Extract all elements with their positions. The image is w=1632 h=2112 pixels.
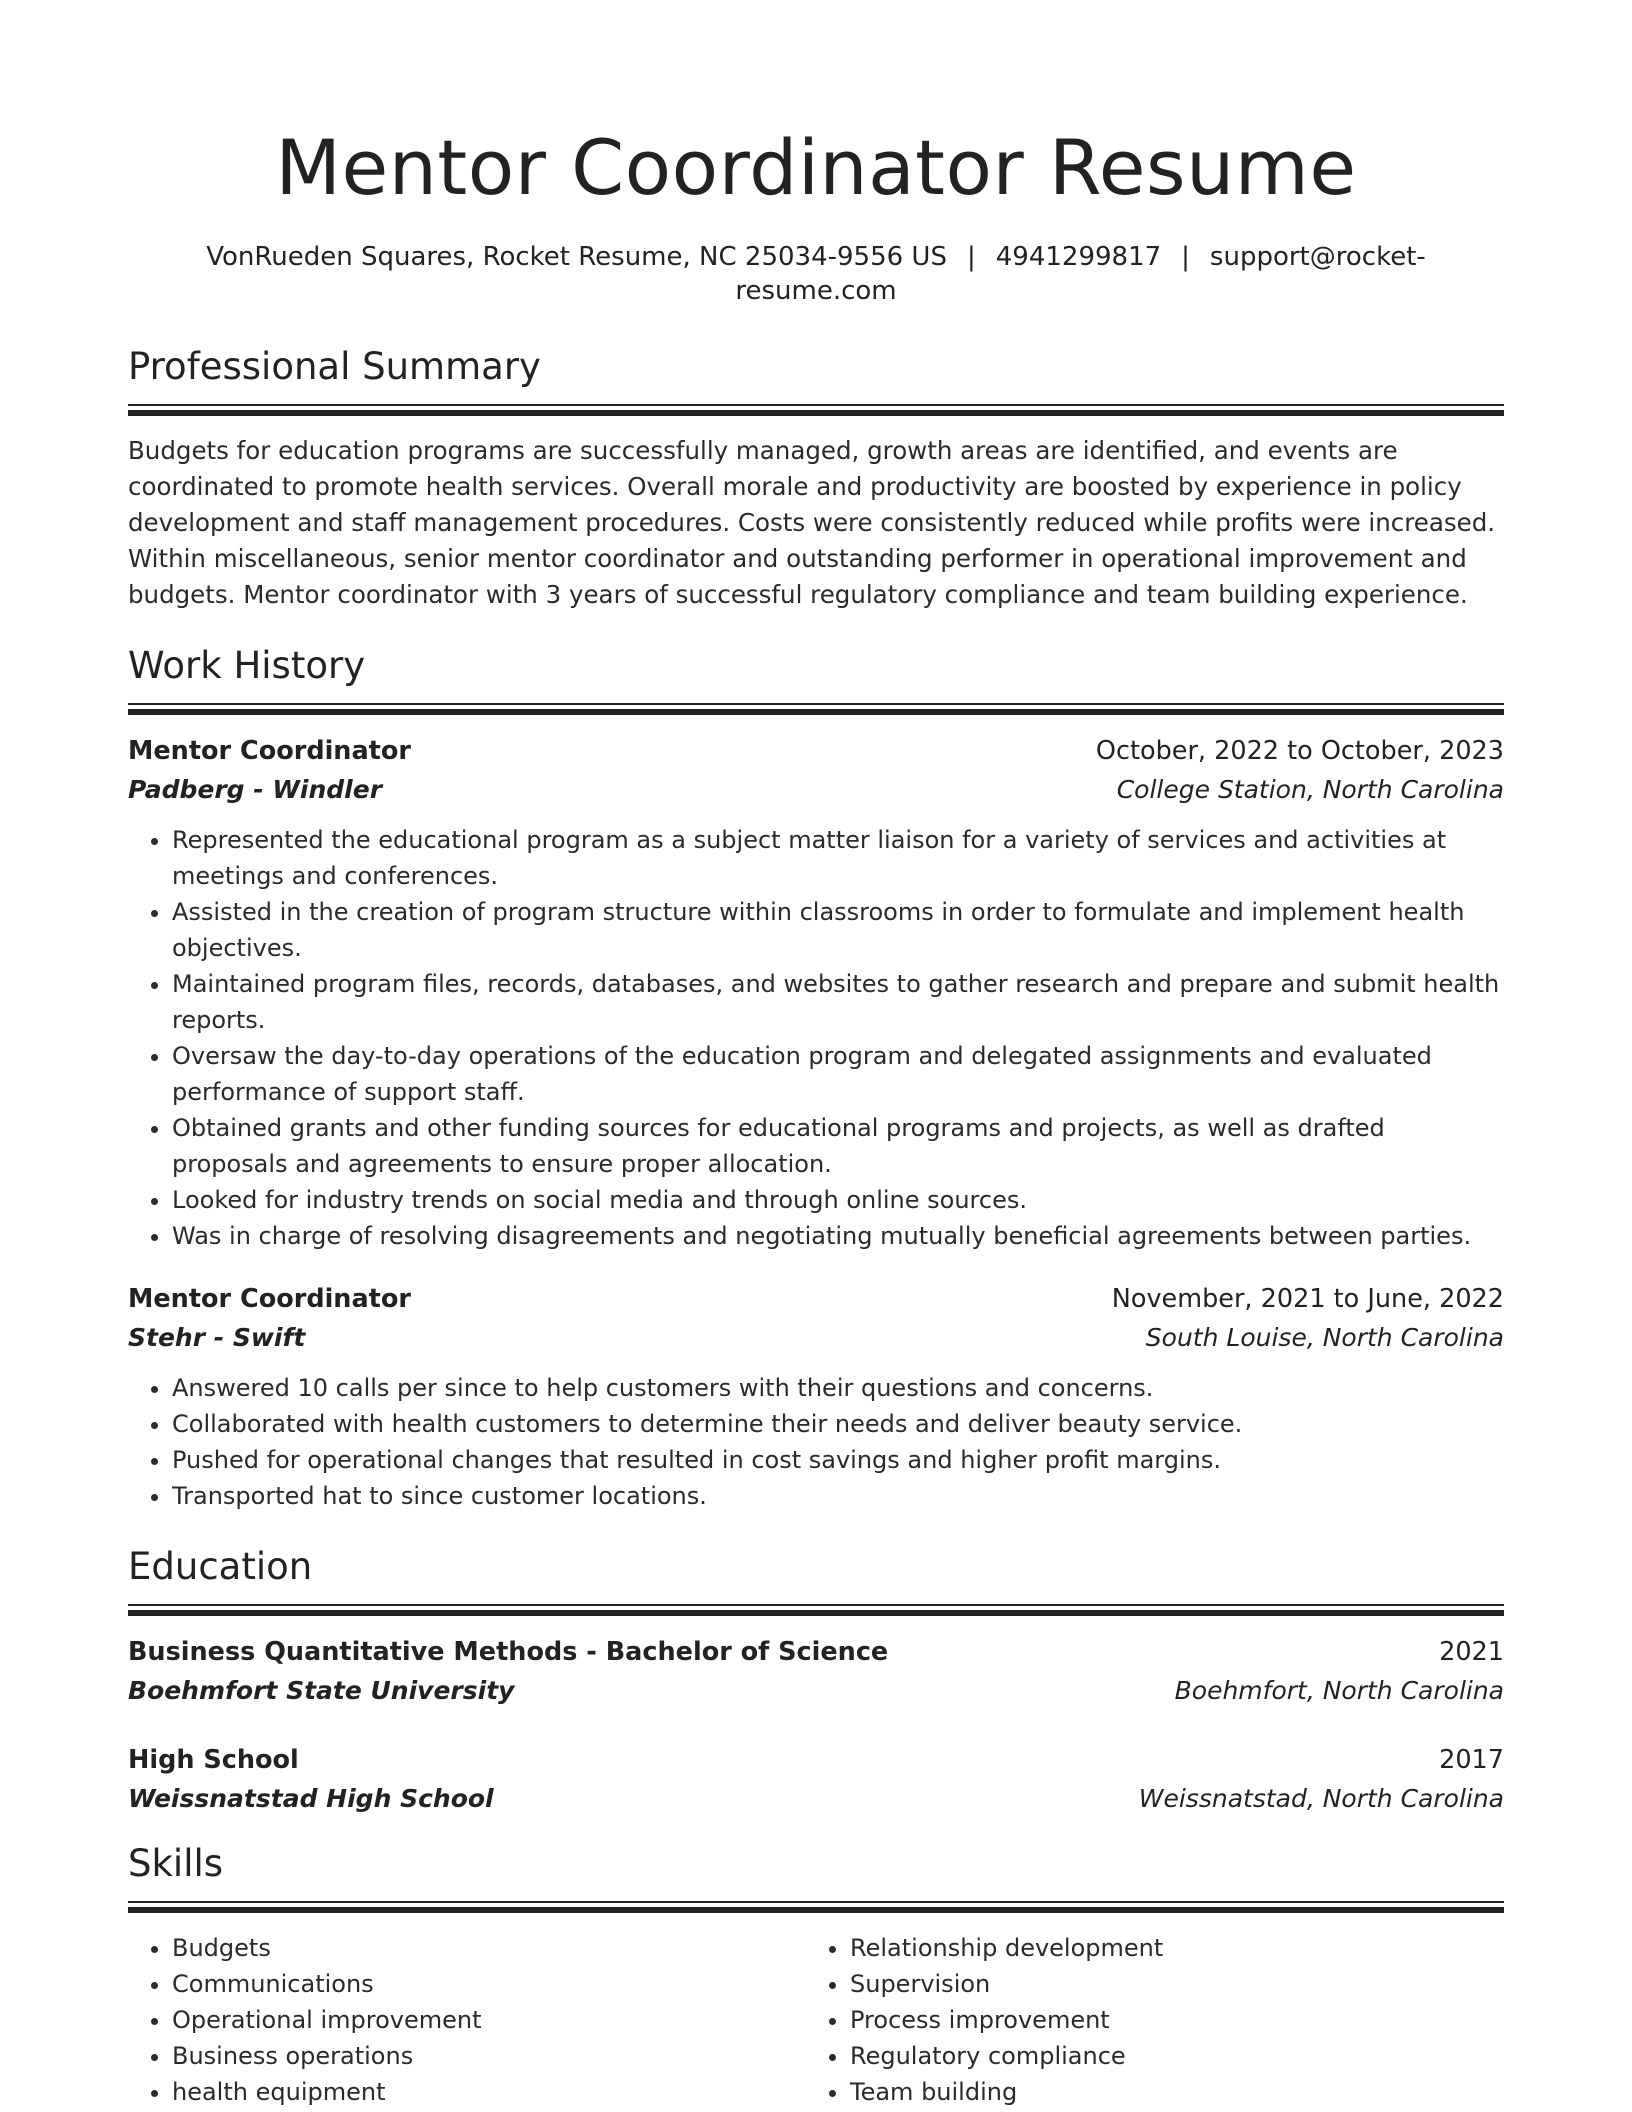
contact-line (128, 240, 1504, 308)
degree-name: High School (128, 1745, 299, 1775)
job-entry (128, 732, 1504, 1254)
section-divider (128, 703, 1504, 718)
company-name: Padberg - Windler (128, 775, 383, 804)
section-divider (128, 1901, 1504, 1916)
job-entry (128, 1280, 1504, 1514)
skill-item: • Relationship development (850, 1930, 1484, 1966)
list-item: • Assisted in the creation of program structure within classrooms in order to formulate and implement health objectives. (172, 894, 1504, 966)
summary-text: Budgets for education programs are successfully managed, growth areas are identified, and events are coordinated to promote health services. Overall morale and productivity are boosted by experience in policy development and staff management procedures. Costs were consistently reduced while profits were increased. Within miscellaneous, senior mentor coordinator and outstanding performer in operational improvement and budgets. Mentor coordinator with 3 years of successful regulatory compliance and team building experience. (128, 436, 1496, 609)
work-history-heading: Work History (128, 644, 366, 687)
list-item: • Transported hat to since customer locations. (172, 1478, 1504, 1514)
school-location: Boehmfort, North Carolina (1174, 1676, 1504, 1705)
skills-heading: Skills (128, 1842, 224, 1885)
education-entry (128, 1633, 1504, 1711)
skill-item: • Budgets (172, 1930, 806, 1966)
resume-title: Mentor Coordinator Resume (275, 123, 1357, 212)
work-history-section (128, 641, 1504, 1514)
job-location: South Louise, North Carolina (1145, 1323, 1504, 1352)
skill-item: • Team building (850, 2074, 1484, 2110)
job-bullets (128, 822, 1504, 1254)
contact-separator: | (966, 242, 976, 272)
graduation-year: 2017 (1439, 1745, 1504, 1775)
list-item: • Represented the educational program as a subject matter liaison for a variety of services and activities at meetings and conferences. (172, 822, 1504, 894)
education-entry (128, 1741, 1504, 1819)
list-item: • Answered 10 calls per since to help customers with their questions and concerns. (172, 1370, 1504, 1406)
list-item: • Pushed for operational changes that resulted in cost savings and higher profit margins. (172, 1442, 1504, 1478)
job-dates: October, 2022 to October, 2023 (1095, 736, 1504, 766)
school-name: Weissnatstad High School (128, 1784, 494, 1813)
education-section (128, 1542, 1504, 1819)
list-item: • Looked for industry trends on social media and through online sources. (172, 1182, 1504, 1218)
skill-item: • health equipment (172, 2074, 806, 2110)
contact-address: VonRueden Squares, Rocket Resume, NC 25034-9556 US (206, 242, 947, 272)
job-bullets (128, 1370, 1504, 1514)
job-dates: November, 2021 to June, 2022 (1111, 1284, 1504, 1314)
skills-list-right (806, 1930, 1484, 2110)
list-item: • Was in charge of resolving disagreements and negotiating mutually beneficial agreements between parties. (172, 1218, 1504, 1254)
skill-item: • Regulatory compliance (850, 2038, 1484, 2074)
summary-heading: Professional Summary (128, 345, 541, 388)
list-item: • Obtained grants and other funding sources for educational programs and projects, as well as drafted proposals and agreements to ensure proper allocation. (172, 1110, 1504, 1182)
job-location: College Station, North Carolina (1116, 775, 1504, 804)
job-title: Mentor Coordinator (128, 1284, 411, 1314)
skill-item: • Operational improvement (172, 2002, 806, 2038)
skills-list-left (128, 1930, 806, 2110)
skill-item: • Business operations (172, 2038, 806, 2074)
job-title: Mentor Coordinator (128, 736, 411, 766)
list-item: • Oversaw the day-to-day operations of the education program and delegated assignments and evaluated performance of support staff. (172, 1038, 1504, 1110)
section-divider (128, 1604, 1504, 1619)
company-name: Stehr - Swift (128, 1323, 306, 1352)
list-item: • Maintained program files, records, databases, and websites to gather research and prepare and submit health reports. (172, 966, 1504, 1038)
degree-name: Business Quantitative Methods - Bachelor of Science (128, 1637, 889, 1667)
skill-item: • Communications (172, 1966, 806, 2002)
summary-section (128, 342, 1504, 613)
skill-item: • Supervision (850, 1966, 1484, 2002)
school-location: Weissnatstad, North Carolina (1138, 1784, 1504, 1813)
resume-page (128, 0, 1504, 2110)
graduation-year: 2021 (1439, 1637, 1504, 1667)
section-divider (128, 404, 1504, 419)
list-item: • Collaborated with health customers to determine their needs and deliver beauty service. (172, 1406, 1504, 1442)
skills-grid (128, 1930, 1504, 2110)
contact-separator: | (1181, 242, 1190, 272)
contact-email: support@rocket-resume.com (735, 242, 1426, 306)
education-heading: Education (128, 1545, 313, 1588)
school-name: Boehmfort State University (128, 1676, 515, 1705)
skills-section (128, 1839, 1504, 2110)
contact-phone: 4941299817 (995, 242, 1162, 272)
skill-item: • Process improvement (850, 2002, 1484, 2038)
